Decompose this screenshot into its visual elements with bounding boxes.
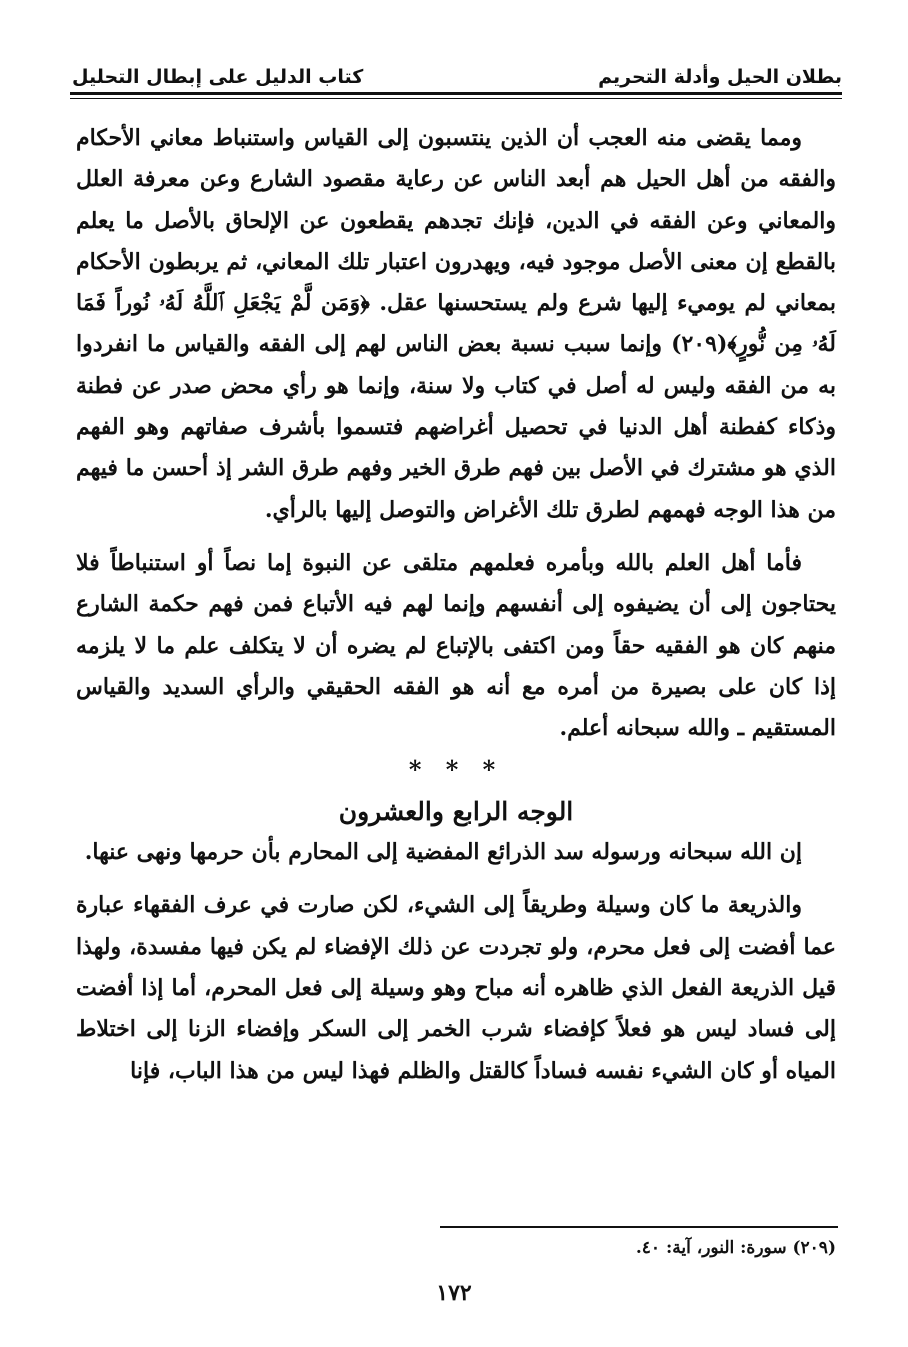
book-title: بطلان الحيل وأدلة التحريم xyxy=(598,66,842,88)
paragraph-1: ومما يقضى منه العجب أن الذين ينتسبون إلى القياس واستنباط معاني الأحكام والفقه من أهل الحيل هم أبعد الناس عن رعاية مقصود الشارع وعن معرفة العلل والمعاني وعن الفقه في الدين، فإنك تجدهم يقطعون عن الإلحاق بالأصل ما يعلم بالقطع إن معنى الأصل موجود فيه، ويهدرون اعتبار تلك المعاني، ثم يربطون الأحكام بمعاني لم يوميء إليها شرع ولم يستحسنها عقل. ﴿وَمَن لَّمْ يَجْعَلِ ٱللَّهُ لَهُۥ نُوراً فَمَا لَهُۥ مِن نُّورٍ﴾(٢٠٩) وإنما سبب نسبة بعض الناس لهم إلى الفقه والقياس ما انفردوا به من الفقه وليس له أصل في كتاب ولا سنة، وإنما هو رأي محض صدر عن فطنة وذكاء كفطنة أهل الدنيا في تحصيل أغراضهم فتسموا بأشرف صفاتهم وهو الفهم الذي هو مشترك في الأصل بين فهم طرق الخير وفهم طرق الشر إذ أحسن ما فيهم من هذا الوجه فهمهم لطرق تلك الأغراض والتوصل إليها بالرأي. xyxy=(76,125,836,523)
running-header xyxy=(72,44,842,88)
footnote: (٢٠٩) سورة: النور، آية: ٤٠. xyxy=(635,1238,836,1258)
chapter-title: كتاب الدليل على إبطال التحليل xyxy=(72,66,364,88)
header-rule-thin xyxy=(70,98,842,99)
footnote-rule xyxy=(440,1226,838,1228)
paragraph-4: والذريعة ما كان وسيلة وطريقاً إلى الشيء، لكن صارت في عرف الفقهاء عبارة عما أفضت إلى فعل محرم، ولو تجردت عن ذلك الإفضاء لم يكن فيها مفسدة، ولهذا قيل الذريعة الفعل الذي ظاهره أنه مباح وهو وسيلة إلى فعل المحرم، أما إذا أفضت إلى فساد ليس هو فعلاً كإفضاء شرب الخمر إلى السكر وإفضاء الزنا إلى اختلاط المياه أو كان الشيء نفسه فساداً كالقتل والظلم فهذا ليس من هذا الباب، فإنا xyxy=(76,892,836,1084)
paragraph-2: فأما أهل العلم بالله وبأمره فعلمهم متلقى عن النبوة إما نصاً أو استنباطاً فلا يحتاجون إلى أن يضيفوه إلى أنفسهم وإنما لهم فيه الأتباع فمن فهم حكمة الشارع منهم كان هو الفقيه حقاً ومن اكتفى بالإتباع لم يضره أن لا يتكلف علم ما لا يلزمه إذا كان على بصيرة من أمره مع أنه هو الفقه الحقيقي والرأي السديد والقياس المستقيم ـ والله سبحانه أعلم. xyxy=(76,549,836,742)
paragraph-3: إن الله سبحانه ورسوله سد الذرائع المفضية إلى المحارم بأن حرمها ونهى عنها. xyxy=(84,839,802,866)
page-number: ١٧٢ xyxy=(436,1280,472,1306)
section-heading: الوجه الرابع والعشرون xyxy=(338,796,574,826)
body-text xyxy=(76,118,836,1092)
header-rule xyxy=(70,92,842,95)
section-separator: * * * xyxy=(408,755,504,785)
